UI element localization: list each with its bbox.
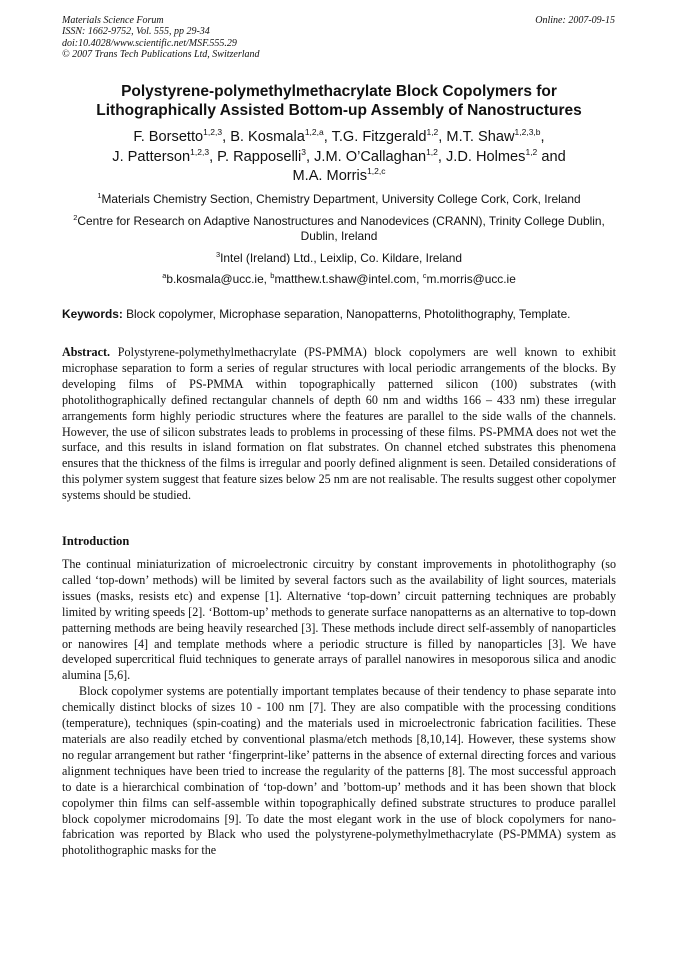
paragraph: The continual miniaturization of microelectronic circuitry by constant improvements in photolithography (so called ‘top-down’ methods) will be limited by several factors such as the availability of light sources, materials issues (masks, resists etc) and expense [1]. Alternative ‘top-down’ circuit patterning techniques are probably limited by writing speeds [2]. ‘Bottom-up’ methods to generate surface nanopatterns as an alternative to top-down patterning methods are being heavily researched [3]. These methods include direct self-assembly of nanoparticles or nanowires [4] and template methods where a periodic structure is filled by nanoparticles [3]. We have developed supercritical fluid techniques to generate arrays of parallel nanowires in mesoporous silica and anodic alumina [5,6]. (62, 557, 616, 683)
author (446, 146, 566, 165)
author (217, 146, 315, 165)
author (314, 146, 446, 165)
abstract (62, 345, 616, 504)
journal-name: Materials Science Forum (62, 15, 164, 26)
author-name: F. Borsetto (133, 129, 204, 145)
email-addresses (62, 272, 616, 288)
author (446, 129, 544, 145)
author-name: T.G. Fitzgerald (331, 129, 427, 145)
author (230, 129, 331, 145)
affiliations (62, 192, 616, 294)
author (112, 146, 218, 165)
author (292, 168, 385, 184)
author-affiliation-mark: 1,2,3 (203, 127, 223, 137)
author-affiliation-mark: 3 (301, 146, 307, 157)
keywords-line (62, 307, 616, 322)
affiliation-text: Materials Chemistry Section, Chemistry Department, University College Cork, Cork, Ireland (101, 192, 581, 206)
introduction-body (62, 557, 616, 859)
abstract-text: Polystyrene-polymethylmethacrylate (PS-PMMA) block copolymers are well known to exhibit microphase separation to form a series of regular structures with local periodic arrangements of the blocks. By developing films of PS-PMMA within topographically patterned silicon (100) substrates (with photolithographically defined rectangular channels of depth 60 nm and widths 166 – 433 nm) these irregular arrangements form highly periodic structures where the features are parallel to the side walls of the channels. However, the use of silicon substrates leads to problems in processing of these films. PS-PMMA does not wet the surface, and this results in island formation on flat substrates. On channel etched substrates this phenomena ensures that the thickness of the films is irregular and poorly defined alignment is seen. Detailed considerations of this polymer system suggest that feature sizes below 25 nm are not realisable. The results suggest other copolymer systems should be studied. (62, 345, 616, 503)
affiliation-mark: 2 (73, 212, 78, 222)
affiliation-text: Centre for Research on Adaptive Nanostructures and Nanodevices (CRANN), Trinity College Dublin, Dublin, Ireland (77, 213, 605, 243)
author-name: J.M. O’Callaghan (314, 148, 427, 165)
author-name: J.D. Holmes (446, 148, 526, 165)
email-address: matthew.t.shaw@intel.com, (274, 272, 423, 286)
paragraph: Block copolymer systems are potentially important templates because of their tendency to phase separate into chemically distinct blocks of sizes 10 - 100 nm [7]. They are also compatible with the processing conditions (temperature), techniques (spin-coating) and the materials used in microelectronic fabrication facilities. These materials are also readily etched by conventional plasma/etch methods [8,10,14]. However, these systems show no regular arrangement but rather ‘fingerprint-like’ patterns in the absence of external directing forces and various alignment techniques have been tried to increase the regularity of the patterns [8]. The most successful approach to date is a hierarchical combination of ‘top-down’ and ’bottom-up’ methods and it has been shown that block copolymer thin films can self-assemble within topographically defined substrate structures to produce parallel block copolymer microdomains [9]. To date the most elegant work in the use of block copolymers for nano-fabrication was reported by Black who used the polystyrene-polymethylmethacrylate (PS-PMMA) system as photolithographic masks for the (62, 684, 616, 858)
author-separator: , (306, 148, 315, 165)
author-separator: , (323, 129, 332, 145)
author-name: P. Rapposelli (217, 148, 302, 165)
copyright-line: © 2007 Trans Tech Publications Ltd, Switzerland (62, 48, 260, 60)
affiliation-text: Intel (Ireland) Ltd., Leixlip, Co. Kildare, Ireland (220, 250, 463, 265)
author-separator: , (209, 148, 218, 165)
title-line: Polystyrene-polymethylmethacrylate Block Copolymers for (121, 83, 557, 100)
author-separator: , (222, 129, 231, 145)
email-address: b.kosmala@ucc.ie, (166, 272, 271, 286)
email-mark: a (162, 271, 167, 280)
author-separator: , (437, 148, 446, 165)
online-date: Online: 2007-09-15 (535, 15, 615, 26)
author-affiliation-mark: 1,2,a (304, 127, 324, 137)
affiliation-mark: 1 (97, 191, 102, 200)
author-affiliation-mark: 1,2,3,b (514, 127, 541, 137)
author-affiliation-mark: 1,2 (426, 127, 439, 137)
affiliation-2 (62, 214, 616, 245)
running-header (62, 15, 615, 60)
paper-title (40, 82, 638, 120)
author-name: B. Kosmala (230, 129, 305, 145)
doi-line: doi:10.4028/www.scientific.net/MSF.555.29 (62, 37, 237, 49)
author-name: M.A. Morris (292, 168, 368, 184)
affiliation-3 (62, 251, 616, 267)
author-affiliation-mark: 1,2,c (367, 166, 386, 176)
publication-info (62, 15, 615, 60)
author (133, 129, 230, 145)
keywords-label: Keywords: (62, 307, 123, 321)
author-separator: , (540, 129, 545, 145)
email-mark: b (270, 271, 275, 280)
author-separator: and (537, 148, 566, 165)
author-name: M.T. Shaw (446, 129, 515, 145)
author-list (50, 128, 628, 187)
author (332, 129, 447, 145)
author-affiliation-mark: 1,2 (426, 146, 438, 157)
affiliation-1 (62, 192, 616, 208)
author-affiliation-mark: 1,2 (525, 146, 538, 157)
title-line: Lithographically Assisted Bottom-up Assembly of Nanostructures (96, 102, 582, 119)
keywords-text: Block copolymer, Microphase separation, Nanopatterns, Photolithography, Template. (122, 307, 571, 321)
author-affiliation-mark: 1,2,3 (190, 146, 210, 157)
author-name: J. Patterson (112, 148, 191, 165)
affiliation-mark: 3 (215, 249, 221, 259)
email-mark: c (422, 271, 427, 280)
author-separator: , (438, 129, 447, 145)
email-address: m.morris@ucc.ie (426, 272, 516, 286)
abstract-label: Abstract. (62, 345, 111, 359)
issn-line: ISSN: 1662-9752, Vol. 555, pp 29-34 (62, 26, 210, 38)
section-heading: Introduction (62, 534, 130, 548)
